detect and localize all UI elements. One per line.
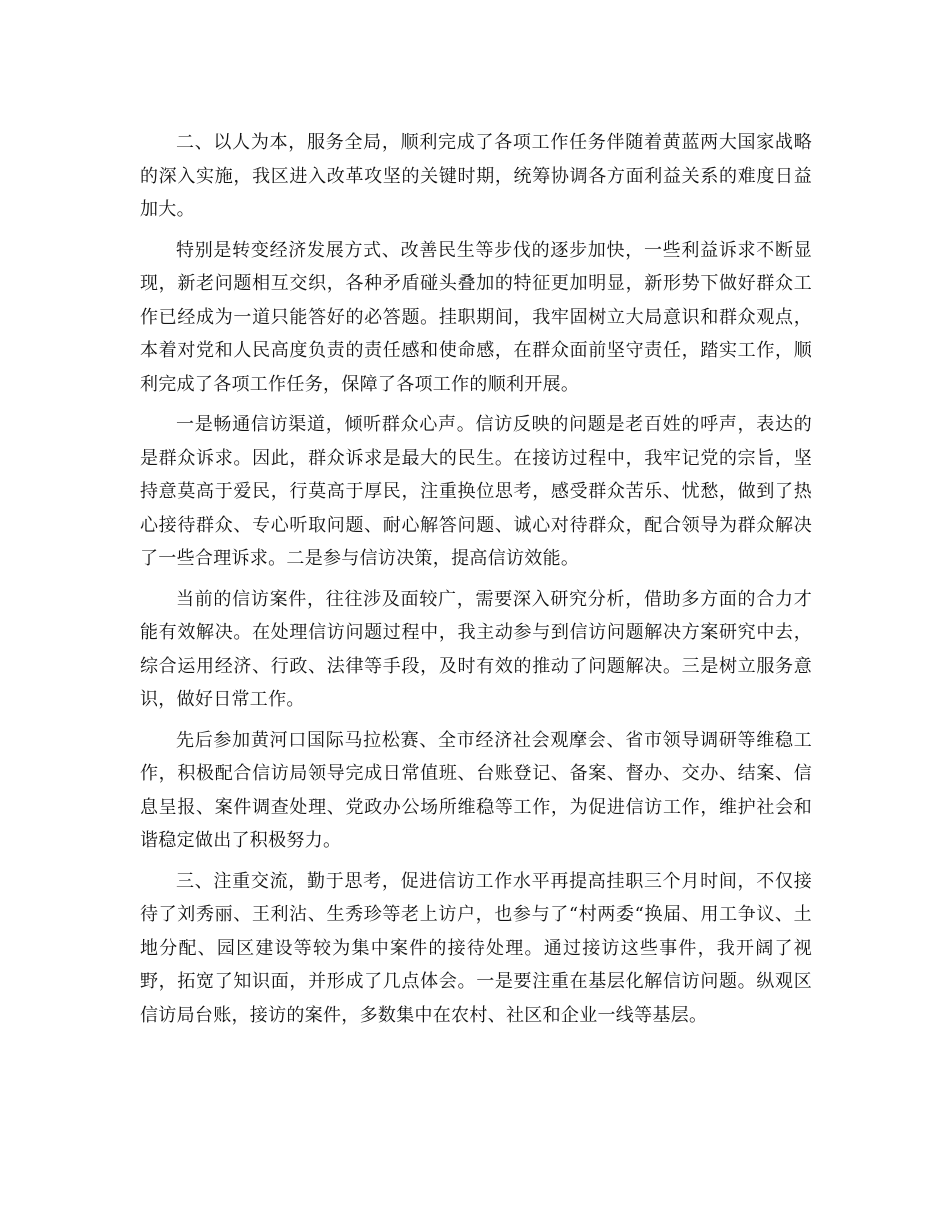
paragraph-5: 先后参加黄河口国际马拉松赛、全市经济社会观摩会、省市领导调研等维稳工作，积极配合信访局领导完成日常值班、台账登记、备案、督办、交办、结案、信息呈报、案件调查处理、党政办公场所维稳等工作，为促进信访工作，维护社会和谐稳定做出了积极努力。 <box>140 729 812 851</box>
paragraph-6: 三、注重交流，勤于思考，促进信访工作水平再提高挂职三个月时间，不仅接待了刘秀丽、王利沾、生秀珍等老上访户，也参与了“村两委“换届、用工争议、土地分配、园区建设等较为集中案件的接待处理。通过接访这些事件，我开阔了视野，拓宽了知识面，并形成了几点体会。一是要注重在基层化解信访问题。纵观区信访局台账，接访的案件，多数集中在农村、社区和企业一线等基层。 <box>140 870 812 1026</box>
document-body <box>140 126 812 1039</box>
paragraph-2: 特别是转变经济发展方式、改善民生等步伐的逐步加快，一些利益诉求不断显现，新老问题相互交织，各种矛盾碰头叠加的特征更加明显，新形势下做好群众工作已经成为一道只能答好的必答题。挂职期间，我牢固树立大局意识和群众观点，本着对党和人民高度负责的责任感和使命感，在群众面前坚守责任，踏实工作，顺利完成了各项工作任务，保障了各项工作的顺利开展。 <box>140 239 812 395</box>
paragraph-1: 二、以人为本，服务全局，顺利完成了各项工作任务伴随着黄蓝两大国家战略的深入实施，我区进入改革攻坚的关键时期，统筹协调各方面利益关系的难度日益加大。 <box>140 132 812 220</box>
paragraph-4: 当前的信访案件，往往涉及面较广，需要深入研究分析，借助多方面的合力才能有效解决。在处理信访问题过程中，我主动参与到信访问题解决方案研究中去，综合运用经济、行政、法律等手段，及时有效的推动了问题解决。三是树立服务意识，做好日常工作。 <box>140 588 812 710</box>
paragraph-3: 一是畅通信访渠道，倾听群众心声。信访反映的问题是老百姓的呼声，表达的是群众诉求。因此，群众诉求是最大的民生。在接访过程中，我牢记党的宗旨，坚持意莫高于爱民，行莫高于厚民，注重换位思考，感受群众苦乐、忧愁，做到了热心接待群众、专心听取问题、耐心解答问题、诚心对待群众，配合领导为群众解决了一些合理诉求。二是参与信访决策，提高信访效能。 <box>140 414 812 569</box>
